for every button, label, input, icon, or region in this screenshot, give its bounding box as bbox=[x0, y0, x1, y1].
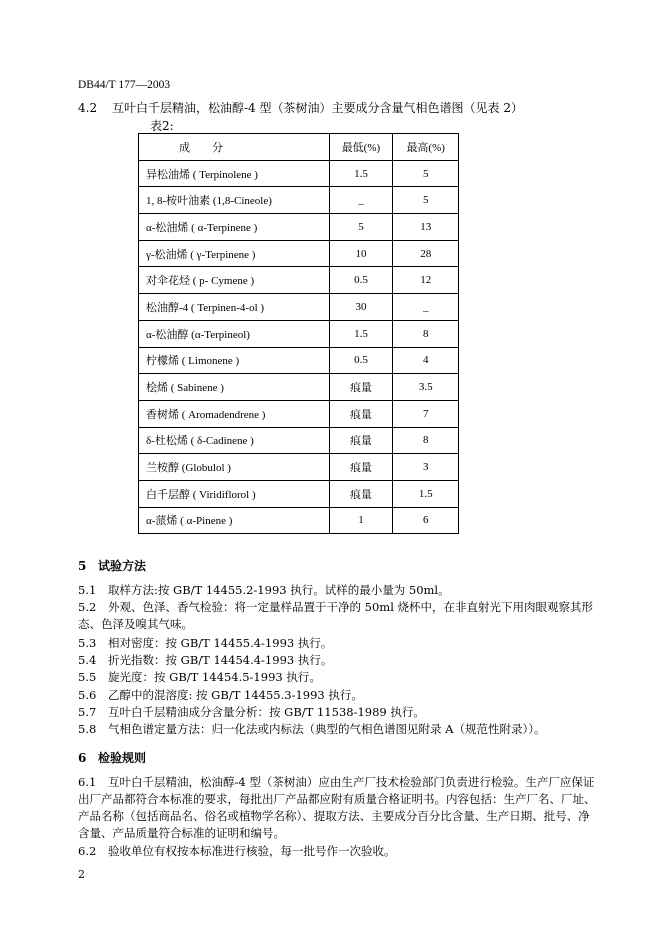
clause-number: 5.8 bbox=[78, 722, 97, 736]
cell-min: 痕量 bbox=[329, 480, 393, 507]
cell-max: 1.5 bbox=[393, 480, 459, 507]
document-code: DB44/T 177—2003 bbox=[78, 79, 171, 91]
cell-component: γ-松油烯 ( γ-Terpinene ) bbox=[139, 240, 330, 267]
section-4-2-heading bbox=[78, 99, 523, 116]
clause-text: 折光指数：按 GB/T 14454.4-1993 执行。 bbox=[108, 653, 333, 667]
cell-min: 痕量 bbox=[329, 427, 393, 454]
clause-number: 5.3 bbox=[78, 636, 97, 650]
paragraph-5-5 bbox=[78, 669, 600, 686]
clause-number: 5.4 bbox=[78, 653, 97, 667]
paragraph-5-6 bbox=[78, 687, 600, 704]
cell-component: 白千层醇 ( Viridiflorol ) bbox=[139, 480, 330, 507]
cell-max: 4 bbox=[393, 347, 459, 374]
page-number: 2 bbox=[78, 868, 85, 881]
table-row bbox=[139, 400, 459, 427]
table-row bbox=[139, 267, 459, 294]
table-row bbox=[139, 214, 459, 241]
clause-number: 6.2 bbox=[78, 844, 97, 858]
section-number: 6 bbox=[78, 751, 87, 765]
clause-text: 旋光度：按 GB/T 14454.5-1993 执行。 bbox=[108, 670, 321, 684]
clause-text: 验收单位有权按本标准进行核验，每一批号作一次验收。 bbox=[108, 844, 396, 858]
clause-number: 5.1 bbox=[78, 583, 97, 597]
cell-component: α-蒎烯 ( α-Pinene ) bbox=[139, 507, 330, 534]
cell-component: 香树烯 ( Aromadendrene ) bbox=[139, 400, 330, 427]
cell-component: 异松油烯 ( Terpinolene ) bbox=[139, 160, 330, 187]
clause-text: 互叶白千层精油，松油醇-4 型（茶树油）应由生产厂技术检验部门负责进行检验。生产厂应保证出厂产品都符合本标准的要求，每批出厂产品都应附有质量合格证明书。内容包括：生产厂名、厂址、产品名称（包括商品名、俗名或植物学名称）、提取方法、主要成分百分比含量、生产日期、批号、净含量、产品质量符合标准的证明和编号。 bbox=[78, 775, 596, 840]
table-row bbox=[139, 160, 459, 187]
cell-min: 10 bbox=[329, 240, 393, 267]
clause-number: 5.2 bbox=[78, 600, 97, 614]
table-row bbox=[139, 374, 459, 401]
table-header-row bbox=[139, 134, 459, 161]
cell-min: 1.5 bbox=[329, 160, 393, 187]
section-number: 4.2 bbox=[78, 101, 98, 115]
cell-max: 8 bbox=[393, 320, 459, 347]
cell-min: 0.5 bbox=[329, 267, 393, 294]
section-title: 检验规则 bbox=[98, 751, 147, 765]
cell-max: 5 bbox=[393, 160, 459, 187]
table-row bbox=[139, 454, 459, 481]
cell-min: 5 bbox=[329, 214, 393, 241]
cell-max: 8 bbox=[393, 427, 459, 454]
table-row bbox=[139, 347, 459, 374]
cell-component: 1, 8-桉叶油素 (1,8-Cineole) bbox=[139, 187, 330, 214]
cell-max: 13 bbox=[393, 214, 459, 241]
table-row bbox=[139, 480, 459, 507]
cell-component: α-松油烯 ( α-Terpinene ) bbox=[139, 214, 330, 241]
cell-component: α-松油醇 (α-Terpineol) bbox=[139, 320, 330, 347]
clause-text: 乙醇中的混溶度: 按 GB/T 14455.3-1993 执行。 bbox=[108, 688, 363, 702]
paragraph-5-4 bbox=[78, 652, 600, 669]
clause-text: 气相色谱定量方法：归一化法或内标法（典型的气相色谱图见附录 A（规范性附录））。 bbox=[108, 722, 546, 736]
clause-text: 互叶白千层精油成分含量分析：按 GB/T 11538-1989 执行。 bbox=[108, 705, 425, 719]
clause-text: 取样方法:按 GB/T 14455.2-1993 执行。试样的最小量为 50ml。 bbox=[108, 583, 450, 597]
table-row bbox=[139, 187, 459, 214]
cell-min: 痕量 bbox=[329, 374, 393, 401]
cell-max: 6 bbox=[393, 507, 459, 534]
cell-component: 对伞花烃 ( p- Cymene ) bbox=[139, 267, 330, 294]
paragraph-5-8 bbox=[78, 721, 600, 738]
cell-max: 12 bbox=[393, 267, 459, 294]
paragraph-5-3 bbox=[78, 635, 600, 652]
table-row bbox=[139, 427, 459, 454]
header-cell-component: 成 分 bbox=[139, 134, 330, 161]
cell-min: 1.5 bbox=[329, 320, 393, 347]
cell-max: _ bbox=[393, 294, 459, 321]
section-6-heading bbox=[78, 749, 146, 766]
cell-component: 松油醇-4 ( Terpinen-4-ol ) bbox=[139, 294, 330, 321]
cell-min: 30 bbox=[329, 294, 393, 321]
header-cell-max: 最高(%) bbox=[393, 134, 459, 161]
table-row bbox=[139, 240, 459, 267]
clause-number: 5.6 bbox=[78, 688, 97, 702]
paragraph-5-7 bbox=[78, 704, 600, 721]
cell-min: 1 bbox=[329, 507, 393, 534]
section-number: 5 bbox=[78, 559, 87, 573]
cell-component: 桧烯 ( Sabinene ) bbox=[139, 374, 330, 401]
cell-component: δ-杜松烯 ( δ-Cadinene ) bbox=[139, 427, 330, 454]
cell-min: 0.5 bbox=[329, 347, 393, 374]
section-5-heading bbox=[78, 557, 146, 574]
section-title: 互叶白千层精油，松油醇-4 型（茶树油）主要成分含量气相色谱图（见表 2） bbox=[112, 101, 523, 115]
clause-number: 5.7 bbox=[78, 705, 97, 719]
clause-text: 相对密度：按 GB/T 14455.4-1993 执行。 bbox=[108, 636, 333, 650]
clause-number: 5.5 bbox=[78, 670, 97, 684]
cell-max: 3.5 bbox=[393, 374, 459, 401]
cell-min: 痕量 bbox=[329, 454, 393, 481]
clause-number: 6.1 bbox=[78, 775, 97, 789]
paragraph-5-2 bbox=[78, 599, 600, 633]
cell-max: 28 bbox=[393, 240, 459, 267]
table-row bbox=[139, 320, 459, 347]
paragraph-6-2 bbox=[78, 843, 600, 860]
cell-max: 7 bbox=[393, 400, 459, 427]
header-cell-min: 最低(%) bbox=[329, 134, 393, 161]
section-title: 试验方法 bbox=[98, 559, 147, 573]
table-row bbox=[139, 507, 459, 534]
clause-text: 外观、色泽、香气检验：将一定量样品置于干净的 50ml 烧杯中，在非直射光下用肉眼观察其形态、色泽及嗅其气味。 bbox=[78, 600, 594, 631]
cell-max: 3 bbox=[393, 454, 459, 481]
composition-table bbox=[138, 133, 459, 534]
cell-component: 兰桉醇 (Globulol ) bbox=[139, 454, 330, 481]
paragraph-6-1 bbox=[78, 774, 600, 842]
cell-min: 痕量 bbox=[329, 400, 393, 427]
paragraph-5-1 bbox=[78, 582, 600, 599]
cell-min: _ bbox=[329, 187, 393, 214]
table-caption: 表2: bbox=[150, 119, 174, 133]
cell-max: 5 bbox=[393, 187, 459, 214]
cell-component: 柠檬烯 ( Limonene ) bbox=[139, 347, 330, 374]
table-row bbox=[139, 294, 459, 321]
